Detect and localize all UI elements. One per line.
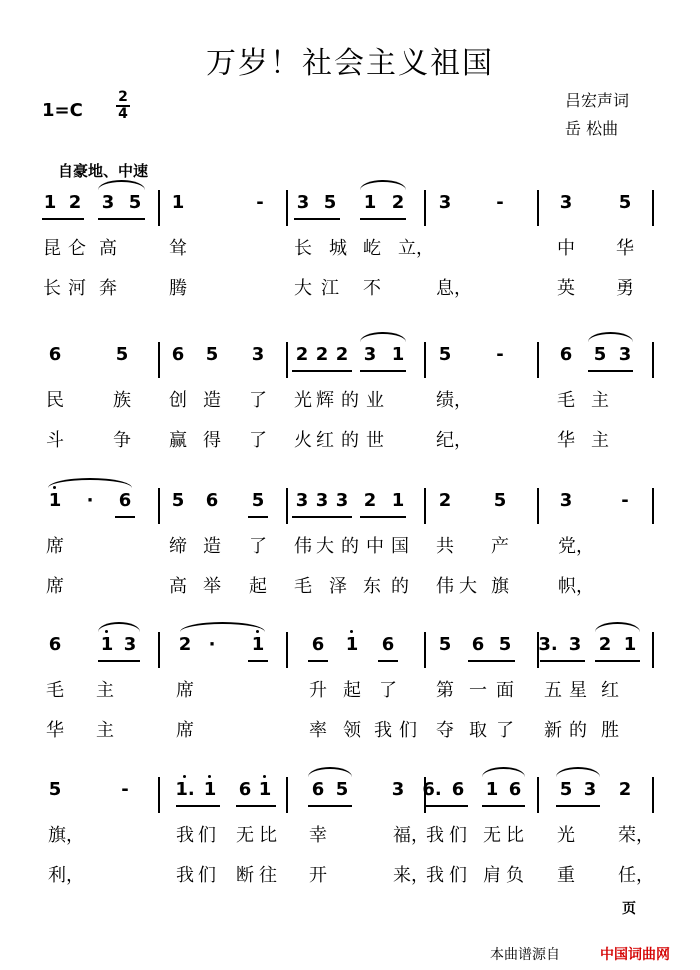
composer-credit: 岳 松曲 — [565, 119, 619, 138]
lyric-verse1: 城 — [329, 238, 347, 259]
lyric-verse1: 昆 — [43, 238, 61, 259]
lyric-verse2: 得 — [203, 430, 221, 451]
lyric-verse1: 主 — [96, 680, 114, 701]
lyric-verse2: 取 — [469, 720, 487, 741]
high-octave-dot — [183, 775, 186, 778]
note: 3 — [559, 490, 573, 511]
slur — [360, 332, 406, 342]
note: 5 — [438, 634, 452, 655]
note: 3 — [295, 490, 309, 511]
note: 3 — [101, 192, 115, 213]
note: 5 — [171, 490, 185, 511]
lyric-verse1: 民 — [46, 390, 64, 411]
note: 1 — [391, 344, 405, 365]
eighth-underline — [308, 660, 328, 662]
note: 1 — [100, 634, 114, 655]
eighth-underline — [424, 805, 468, 807]
lyric-verse1: 国 — [391, 536, 409, 557]
note: 1 — [203, 779, 217, 800]
lyric-verse1: 业 — [366, 390, 384, 411]
lyric-verse2: 我 — [426, 865, 444, 886]
lyric-verse1: 缔 — [169, 536, 187, 557]
lyricist-credit: 吕宏声词 — [565, 91, 630, 110]
lyric-verse2: 纪， — [436, 430, 472, 451]
eighth-underline — [588, 370, 633, 372]
bar-line — [286, 632, 288, 668]
lyric-verse1: 一 — [469, 680, 487, 701]
bar-line — [158, 342, 160, 378]
note: 2 — [68, 192, 82, 213]
slur — [482, 767, 525, 777]
bar-line — [158, 777, 160, 813]
bar-line — [652, 632, 654, 668]
score-system — [0, 486, 700, 606]
lyric-verse1: 耸 — [169, 238, 187, 259]
lyric-verse1: 仑 — [68, 238, 86, 259]
lyric-verse2: 率 — [309, 720, 327, 741]
eighth-underline — [556, 805, 600, 807]
note: 1 — [345, 634, 359, 655]
note: 5 — [498, 634, 512, 655]
lyric-verse1: 五 — [544, 680, 562, 701]
eighth-underline — [292, 370, 352, 372]
eighth-underline — [236, 805, 276, 807]
bar-line — [158, 488, 160, 524]
lyric-verse2: 泽 — [329, 576, 347, 597]
note: 6 — [48, 634, 62, 655]
slur — [308, 767, 352, 777]
bar-line — [652, 488, 654, 524]
note: 2 — [363, 490, 377, 511]
bar-line — [424, 488, 426, 524]
note: 1 — [485, 779, 499, 800]
lyric-verse2: 英 — [557, 278, 575, 299]
note: 3 — [315, 490, 329, 511]
lyric-verse1: 伟 — [294, 536, 312, 557]
lyric-verse2: 的 — [569, 720, 587, 741]
note: 5 — [205, 344, 219, 365]
note: 5 — [618, 192, 632, 213]
high-octave-dot — [263, 775, 266, 778]
lyric-verse1: 了 — [249, 536, 267, 557]
bar-line — [537, 777, 539, 813]
note: - — [256, 192, 264, 213]
lyric-verse1: 长 — [294, 238, 312, 259]
lyric-verse1: 起 — [343, 680, 361, 701]
eighth-underline — [360, 516, 406, 518]
bar-line — [537, 190, 539, 226]
page-mark: 页 — [622, 901, 636, 917]
note: 6 — [238, 779, 252, 800]
slur — [360, 180, 406, 190]
note: 3 — [559, 192, 573, 213]
lyric-verse2: 夺 — [436, 720, 454, 741]
lyric-verse2: 东 — [363, 576, 381, 597]
lyric-verse2: 我 — [374, 720, 392, 741]
note: 1 — [258, 779, 272, 800]
lyric-verse2: 起 — [249, 576, 267, 597]
eighth-underline — [176, 805, 220, 807]
note: 3 — [363, 344, 377, 365]
note: - — [496, 192, 504, 213]
note: 2 — [315, 344, 329, 365]
note: 6 — [311, 779, 325, 800]
lyric-verse1: 我 — [426, 825, 444, 846]
lyric-verse1: 中 — [366, 536, 384, 557]
lyric-verse2: 华 — [557, 430, 575, 451]
lyric-verse2: 伟 — [436, 576, 454, 597]
lyric-verse1: 产 — [491, 536, 509, 557]
lyric-verse2: 毛 — [294, 576, 312, 597]
note: 3 — [568, 634, 582, 655]
lyric-verse1: 大 — [316, 536, 334, 557]
eighth-underline — [595, 660, 640, 662]
lyric-verse2: 们 — [449, 865, 467, 886]
eighth-underline — [292, 516, 352, 518]
lyric-verse1: 了 — [379, 680, 397, 701]
bar-line — [286, 777, 288, 813]
note: 1 — [43, 192, 57, 213]
lyric-verse1: 中 — [557, 238, 575, 259]
lyric-verse2: 大 — [294, 278, 312, 299]
lyric-verse1: 了 — [249, 390, 267, 411]
bar-line — [158, 190, 160, 226]
lyric-verse2: 斗 — [46, 430, 64, 451]
note: 3 — [438, 192, 452, 213]
eighth-underline — [115, 516, 135, 518]
lyric-verse2: 腾 — [169, 278, 187, 299]
lyric-verse1: 的 — [341, 536, 359, 557]
note: 5 — [559, 779, 573, 800]
time-signature — [113, 90, 133, 122]
lyric-verse1: 星 — [569, 680, 587, 701]
lyric-verse2: 胜 — [601, 720, 619, 741]
lyric-verse1: 毛 — [557, 390, 575, 411]
bar-line — [424, 632, 426, 668]
note: 6 — [171, 344, 185, 365]
note: 3 — [296, 192, 310, 213]
lyric-verse2: 红 — [316, 430, 334, 451]
slur — [556, 767, 600, 777]
score-system — [0, 630, 700, 750]
note: 6 — [381, 634, 395, 655]
lyric-verse2: 举 — [203, 576, 221, 597]
note: 5 — [593, 344, 607, 365]
note: 1 — [391, 490, 405, 511]
footer-site-name: 中国词曲网 — [600, 947, 670, 963]
score-system — [0, 188, 700, 308]
slur — [98, 622, 140, 632]
lyric-verse2: 帜， — [558, 576, 594, 597]
note: - — [496, 344, 504, 365]
bar-line — [286, 342, 288, 378]
eighth-underline — [294, 218, 340, 220]
note: 1 — [623, 634, 637, 655]
lyric-verse1: 创 — [169, 390, 187, 411]
lyric-verse1: 族 — [113, 390, 131, 411]
lyric-verse2: 息， — [436, 278, 472, 299]
lyric-verse1: 屹 — [363, 238, 381, 259]
note: 6 — [471, 634, 485, 655]
lyric-verse1: 共 — [436, 536, 454, 557]
lyric-verse2: 大 — [459, 576, 477, 597]
lyric-verse2: 华 — [46, 720, 64, 741]
lyric-verse2: 赢 — [169, 430, 187, 451]
lyric-verse2: 负 — [506, 865, 524, 886]
tempo-marking: 自豪地、中速 — [58, 162, 149, 180]
high-octave-dot — [350, 630, 353, 633]
lyric-verse2: 了 — [249, 430, 267, 451]
lyric-verse1: 造 — [203, 390, 221, 411]
slur — [595, 622, 640, 632]
note: 3 — [251, 344, 265, 365]
note: 2 — [295, 344, 309, 365]
high-octave-dot — [208, 775, 211, 778]
lyric-verse1: 华 — [616, 238, 634, 259]
lyric-verse2: 河 — [68, 278, 86, 299]
lyric-verse1: 光 — [557, 825, 575, 846]
lyric-verse1: 高 — [99, 238, 117, 259]
bar-line — [652, 777, 654, 813]
lyric-verse1: 绩， — [436, 390, 472, 411]
lyric-verse2: 断 — [236, 865, 254, 886]
bar-line — [652, 342, 654, 378]
lyric-verse2: 利， — [48, 865, 84, 886]
lyric-verse1: 们 — [198, 825, 216, 846]
lyric-verse1: 席 — [46, 536, 64, 557]
eighth-underline — [482, 805, 525, 807]
note: 6 — [205, 490, 219, 511]
slur — [48, 478, 132, 488]
lyric-verse2: 开 — [309, 865, 327, 886]
lyric-verse1: 面 — [496, 680, 514, 701]
bar-line — [286, 190, 288, 226]
lyric-verse1: 毛 — [46, 680, 64, 701]
eighth-underline — [308, 805, 352, 807]
lyric-verse2: 主 — [96, 720, 114, 741]
note: 6 — [311, 634, 325, 655]
note: 1 — [251, 634, 265, 655]
bar-line — [537, 488, 539, 524]
score-system — [0, 775, 700, 895]
bar-line — [537, 342, 539, 378]
lyric-verse2: 主 — [591, 430, 609, 451]
eighth-underline — [540, 660, 585, 662]
note: 3 — [618, 344, 632, 365]
note: 5 — [438, 344, 452, 365]
song-title: 万岁！社会主义祖国 — [206, 46, 494, 81]
note: · — [86, 490, 94, 511]
note: 6 — [118, 490, 132, 511]
note: 5 — [128, 192, 142, 213]
eighth-underline — [98, 660, 140, 662]
note: 6 — [508, 779, 522, 800]
lyric-verse1: 升 — [309, 680, 327, 701]
lyric-verse1: 光 — [294, 390, 312, 411]
lyric-verse2: 火 — [294, 430, 312, 451]
eighth-underline — [468, 660, 515, 662]
note: 3. — [538, 634, 558, 655]
note: 2 — [438, 490, 452, 511]
note: 1 — [48, 490, 62, 511]
note: 5 — [335, 779, 349, 800]
lyric-verse2: 们 — [399, 720, 417, 741]
footer-source-label: 本曲谱源自 — [490, 947, 560, 963]
eighth-underline — [360, 218, 406, 220]
lyric-verse1: 席 — [176, 680, 194, 701]
lyric-verse2: 的 — [391, 576, 409, 597]
lyric-verse1: 的 — [341, 390, 359, 411]
lyric-verse2: 们 — [198, 865, 216, 886]
lyric-verse2: 奔 — [99, 278, 117, 299]
note: 5 — [251, 490, 265, 511]
eighth-underline — [42, 218, 84, 220]
lyric-verse2: 重 — [557, 865, 575, 886]
lyric-verse1: 党， — [558, 536, 594, 557]
lyric-verse2: 肩 — [483, 865, 501, 886]
lyric-verse1: 辉 — [316, 390, 334, 411]
key-signature: 1=C — [42, 100, 83, 121]
note: 3 — [583, 779, 597, 800]
lyric-verse1: 我 — [176, 825, 194, 846]
lyric-verse1: 立， — [398, 238, 434, 259]
eighth-underline — [248, 660, 268, 662]
lyric-verse2: 的 — [341, 430, 359, 451]
note: - — [621, 490, 629, 511]
note: 1 — [171, 192, 185, 213]
lyric-verse2: 勇 — [616, 278, 634, 299]
meter-numerator: 2 — [118, 89, 128, 105]
lyric-verse1: 们 — [449, 825, 467, 846]
bar-line — [286, 488, 288, 524]
note: 3 — [335, 490, 349, 511]
lyric-verse2: 来， — [393, 865, 429, 886]
lyric-verse2: 新 — [544, 720, 562, 741]
lyric-verse2: 高 — [169, 576, 187, 597]
meter-denominator: 4 — [118, 106, 128, 122]
slur — [180, 622, 265, 632]
lyric-verse2: 任， — [618, 865, 654, 886]
lyric-verse1: 比 — [259, 825, 277, 846]
lyric-verse2: 我 — [176, 865, 194, 886]
note: · — [208, 634, 216, 655]
bar-line — [158, 632, 160, 668]
lyric-verse2: 往 — [259, 865, 277, 886]
eighth-underline — [360, 370, 406, 372]
lyric-verse2: 争 — [113, 430, 131, 451]
eighth-underline — [378, 660, 398, 662]
slur — [98, 180, 145, 190]
lyric-verse1: 比 — [506, 825, 524, 846]
note: 5 — [323, 192, 337, 213]
note: 2 — [391, 192, 405, 213]
eighth-underline — [98, 218, 145, 220]
note: 5 — [48, 779, 62, 800]
note: 6. — [422, 779, 442, 800]
bar-line — [424, 342, 426, 378]
eighth-underline — [248, 516, 268, 518]
lyric-verse1: 幸 — [309, 825, 327, 846]
note: 2 — [178, 634, 192, 655]
lyric-verse2: 了 — [496, 720, 514, 741]
slur — [588, 332, 633, 342]
score-system — [0, 340, 700, 460]
lyric-verse1: 无 — [236, 825, 254, 846]
bar-line — [652, 190, 654, 226]
note: 6 — [559, 344, 573, 365]
lyric-verse2: 席 — [176, 720, 194, 741]
note: 6 — [48, 344, 62, 365]
note: 5 — [493, 490, 507, 511]
bar-line — [424, 190, 426, 226]
note: 2 — [335, 344, 349, 365]
lyric-verse1: 红 — [601, 680, 619, 701]
lyric-verse1: 无 — [483, 825, 501, 846]
note: 3 — [123, 634, 137, 655]
lyric-verse1: 第 — [436, 680, 454, 701]
lyric-verse1: 旗， — [48, 825, 84, 846]
lyric-verse1: 造 — [203, 536, 221, 557]
note: 3 — [391, 779, 405, 800]
note: 5 — [115, 344, 129, 365]
lyric-verse2: 世 — [366, 430, 384, 451]
note: 1. — [175, 779, 195, 800]
lyric-verse1: 荣， — [618, 825, 654, 846]
lyric-verse2: 长 — [43, 278, 61, 299]
note: - — [121, 779, 129, 800]
note: 1 — [363, 192, 377, 213]
lyric-verse1: 福， — [393, 825, 429, 846]
note: 2 — [598, 634, 612, 655]
lyric-verse2: 江 — [321, 278, 339, 299]
lyric-verse2: 领 — [343, 720, 361, 741]
lyric-verse2: 不 — [363, 278, 381, 299]
lyric-verse1: 主 — [591, 390, 609, 411]
lyric-verse2: 旗 — [491, 576, 509, 597]
lyric-verse2: 席 — [46, 576, 64, 597]
note: 6 — [451, 779, 465, 800]
note: 2 — [618, 779, 632, 800]
